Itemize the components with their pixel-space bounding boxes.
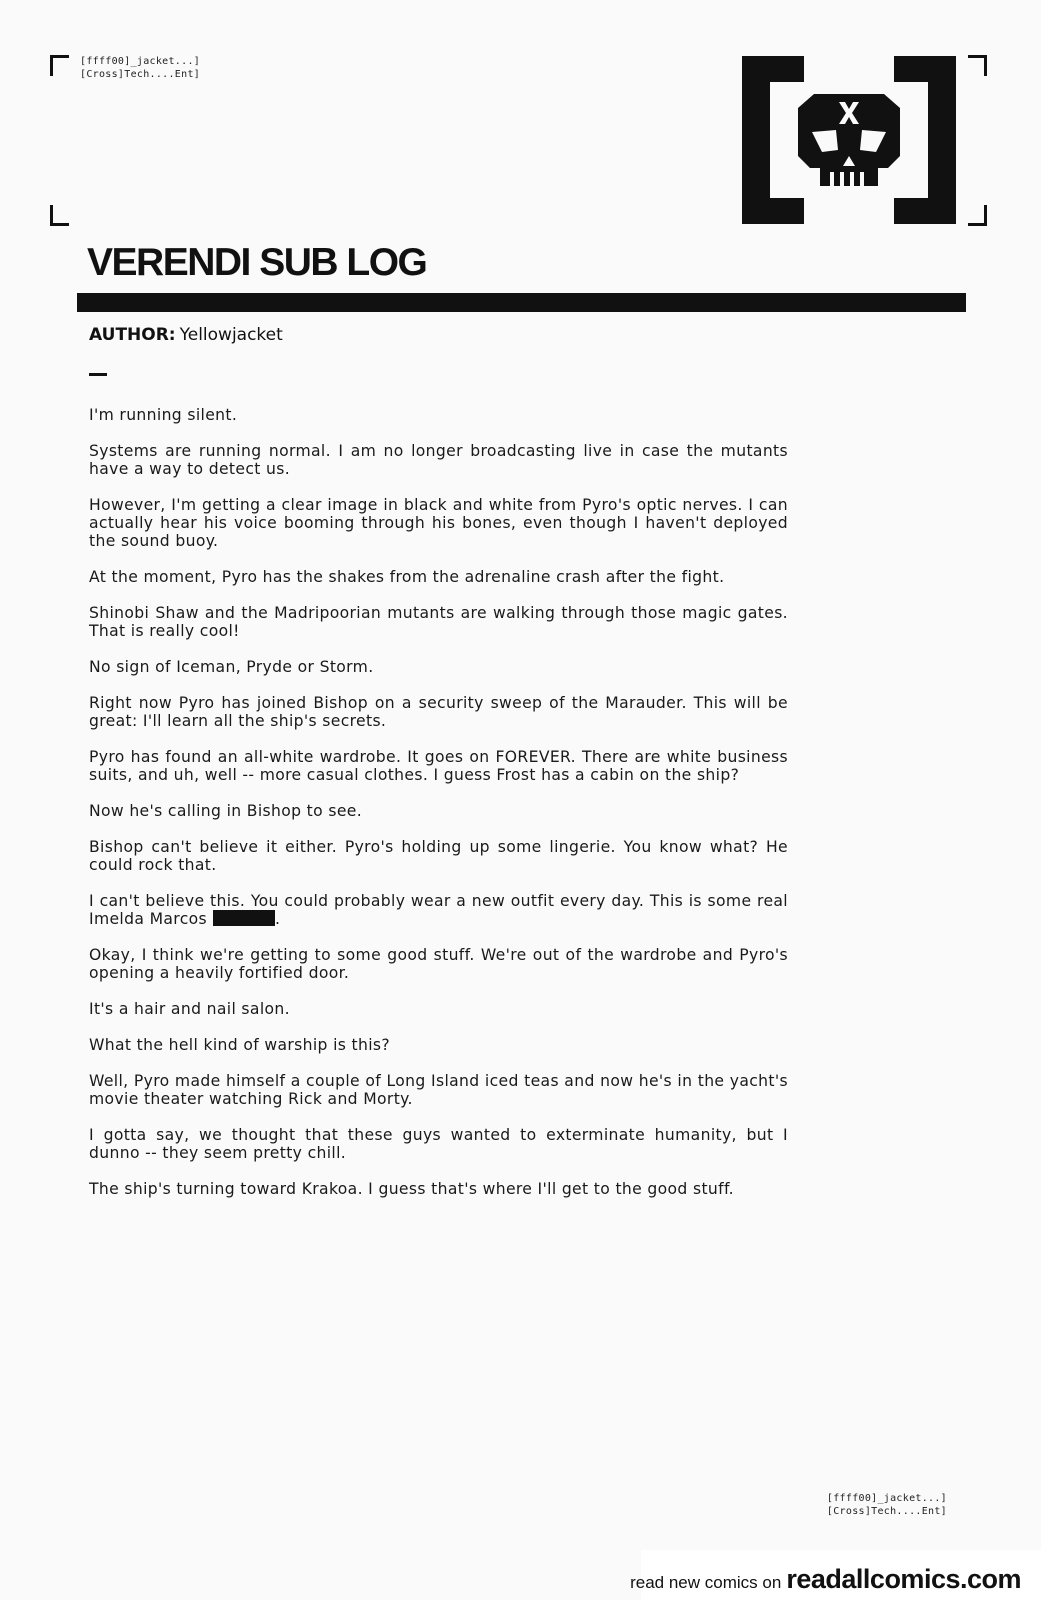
watermark-line	[630, 1564, 1021, 1595]
title-rule	[77, 293, 966, 312]
log-paragraph: The ship's turning toward Krakoa. I guess that's where I'll get to the good stuff.	[89, 1180, 734, 1198]
log-paragraph: Right now Pyro has joined Bishop on a security sweep of the Marauder. This will be great: I'll learn all the ship's secrets.	[89, 694, 788, 730]
log-paragraph: I gotta say, we thought that these guys wanted to exterminate humanity, but I dunno -- they seem pretty chill.	[89, 1126, 788, 1162]
log-paragraph: Bishop can't believe it either. Pyro's holding up some lingerie. You know what? He could rock that.	[89, 838, 788, 874]
log-paragraph: No sign of Iceman, Pryde or Storm.	[89, 658, 374, 676]
header-code-line-1: [ffff00]_jacket...]	[80, 56, 201, 67]
log-body	[89, 406, 788, 1216]
page-title: VERENDI SUB LOG	[87, 241, 427, 284]
log-paragraph: Okay, I think we're getting to some good stuff. We're out of the wardrobe and Pyro's opening a heavily fortified door.	[89, 946, 788, 982]
frame-corner-top-left	[50, 55, 69, 76]
watermark-site-link[interactable]: readallcomics.com	[786, 1564, 1021, 1594]
redaction-bar	[213, 910, 275, 926]
header-code-block	[80, 55, 200, 81]
footer-code-line-1: [ffff00]_jacket...]	[826, 1493, 947, 1504]
frame-corner-top-right	[968, 55, 987, 76]
log-paragraph: Now he's calling in Bishop to see.	[89, 802, 363, 820]
redacted-suffix: .	[275, 910, 281, 928]
log-paragraph: However, I'm getting a clear image in black and white from Pyro's optic nerves. I can actually hear his voice booming through his bones, even though I haven't deployed the sound buoy.	[89, 496, 788, 550]
log-paragraph: What the hell kind of warship is this?	[89, 1036, 391, 1054]
frame-corner-bottom-left	[50, 205, 69, 226]
author-label: AUTHOR:	[89, 325, 176, 345]
log-paragraph: Well, Pyro made himself a couple of Long Island iced teas and now he's in the yacht's movie theater watching Rick and Morty.	[89, 1072, 788, 1108]
skull-x-icon	[742, 56, 956, 224]
footer-code-block	[827, 1492, 947, 1518]
footer-code-line-2: [Cross]Tech....Ent]	[826, 1506, 947, 1517]
watermark-banner	[630, 1550, 1041, 1600]
log-paragraph: Systems are running normal. I am no longer broadcasting live in case the mutants have a way to detect us.	[89, 442, 788, 478]
author-line	[89, 324, 283, 346]
author-name: Yellowjacket	[179, 325, 283, 345]
log-paragraph: It's a hair and nail salon.	[89, 1000, 290, 1018]
section-dash	[89, 373, 107, 376]
header-code-line-2: [Cross]Tech....Ent]	[80, 69, 201, 80]
frame-corner-bottom-right	[968, 205, 987, 226]
log-paragraph: I'm running silent.	[89, 406, 238, 424]
log-paragraph-redacted	[89, 892, 788, 928]
watermark-small-text: read new comics on	[630, 1573, 782, 1592]
log-paragraph: At the moment, Pyro has the shakes from the adrenaline crash after the fight.	[89, 568, 725, 586]
log-paragraph: Shinobi Shaw and the Madripoorian mutants are walking through those magic gates. That is really cool!	[89, 604, 788, 640]
redacted-sentence: I can't believe this. You could probably wear a new outfit every day. This is some real Imelda Marcos	[89, 892, 788, 928]
log-paragraph: Pyro has found an all-white wardrobe. It goes on FOREVER. There are white business suits, and uh, well -- more casual clothes. I guess Frost has a cabin on the ship?	[89, 748, 788, 784]
